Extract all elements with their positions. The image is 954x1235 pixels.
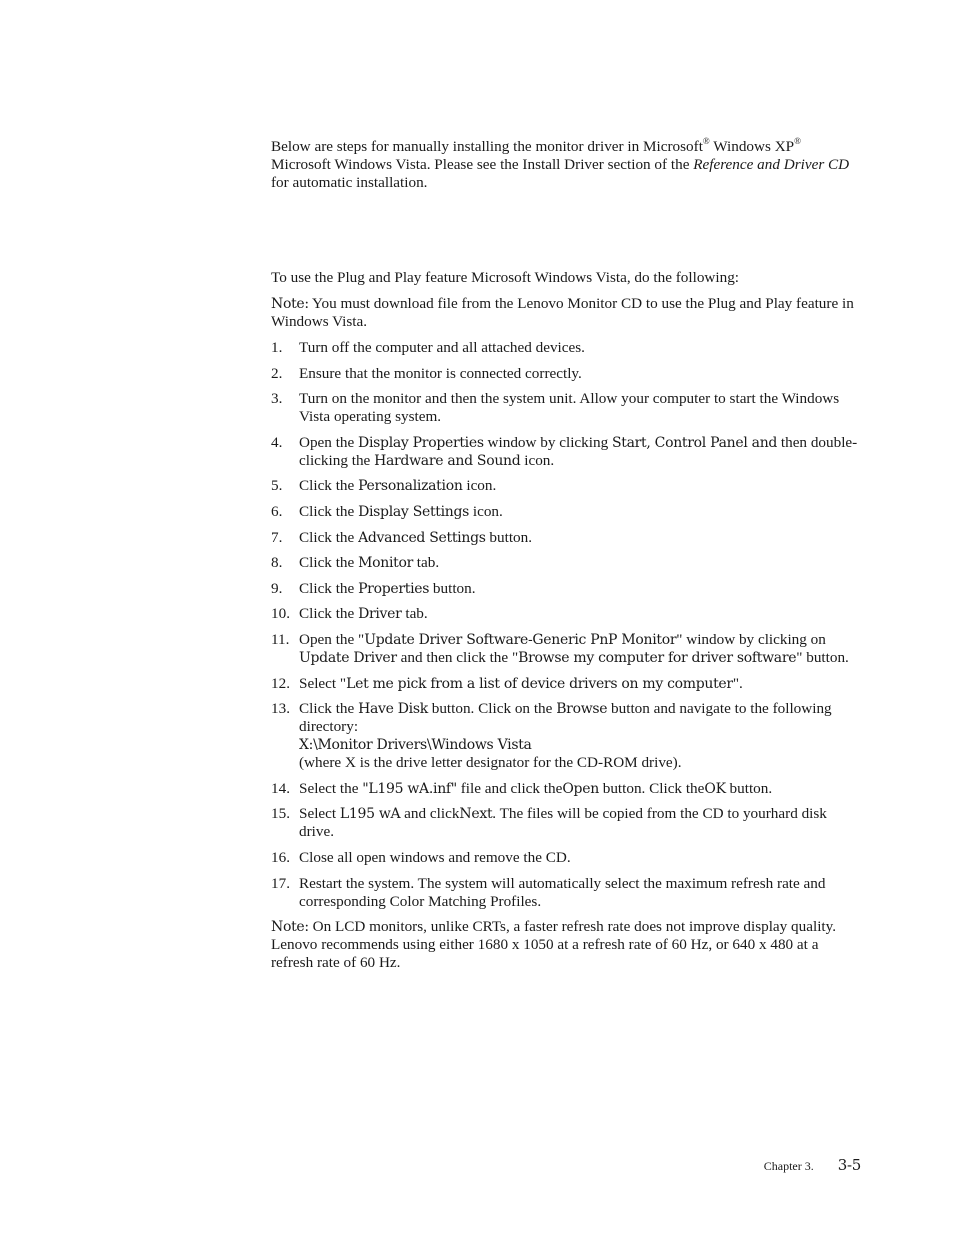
step-item <box>271 875 861 911</box>
step-text: Click the <box>299 554 359 572</box>
note-text: On LCD monitors, unlike CRTs, a faster refresh rate does not improve display quality. Lenovo recommends using either 1680 x 1050 at a refresh rate of 60 Hz, or 640 x 480 at a refresh rate of 60 Hz. <box>271 918 837 972</box>
step-number: 10. <box>271 605 290 623</box>
intro-paragraph <box>271 135 861 192</box>
step-text: . The files will be copied from the CD to yourhard disk drive. <box>299 805 827 841</box>
step-text: icon. <box>462 477 497 495</box>
step-number: 7. <box>271 528 283 546</box>
step-item <box>271 580 861 598</box>
step-text: Click the <box>299 605 359 623</box>
step-text: " button. <box>796 648 849 666</box>
step-text: button. <box>485 528 533 546</box>
step-text: Turn off the computer and all attached devices. <box>299 339 585 356</box>
step-item <box>271 529 861 547</box>
step-item <box>271 339 861 357</box>
ui-term: Next <box>459 806 493 823</box>
ui-term: Update Driver <box>299 649 397 666</box>
step-text: button and navigate to the following directory: <box>299 700 832 736</box>
step-number: 14. <box>271 779 290 797</box>
step-text: Select " <box>299 674 347 692</box>
lead-paragraph: To use the Plug and Play feature Microsoft Windows Vista, do the following: <box>271 269 740 286</box>
ui-term: Browse <box>556 701 608 718</box>
step-text: tab. <box>401 605 428 623</box>
step-item <box>271 554 861 572</box>
ui-term: Properties <box>358 580 430 597</box>
chapter-label: Chapter 3. <box>763 1159 814 1173</box>
step-item <box>271 849 861 867</box>
ui-term: L195 wA <box>339 806 401 823</box>
note-text: You must download file from the Lenovo Monitor CD to use the Plug and Play feature in Windows Vista. <box>271 295 854 330</box>
step-item <box>271 390 861 426</box>
note-label: Note: <box>271 296 309 312</box>
intro-text: Microsoft Windows Vista. Please see the Install Driver section of the <box>271 156 694 173</box>
step-number: 12. <box>271 674 290 692</box>
step-text: ". <box>732 674 743 692</box>
step-number: 13. <box>271 700 290 718</box>
step-text: button. Click the <box>598 779 705 797</box>
step-text: Click the <box>299 477 359 495</box>
step-text: Click the <box>299 579 359 597</box>
step-text: Open the " <box>299 630 365 648</box>
ui-term: Personalization <box>358 478 463 495</box>
page-body <box>271 135 861 972</box>
page-footer <box>764 1156 861 1175</box>
reference-cd-title: Reference and Driver CD <box>693 156 850 173</box>
step-text: Select <box>299 805 340 823</box>
step-item <box>271 780 861 798</box>
registered-mark: ® <box>702 135 710 146</box>
intro-text: Windows XP <box>709 138 795 155</box>
ui-term: Advanced Settings <box>358 529 486 546</box>
step-number: 3. <box>271 390 283 408</box>
step-item <box>271 503 861 521</box>
step-number: 4. <box>271 433 283 451</box>
step-item <box>271 675 861 693</box>
step-item <box>271 477 861 495</box>
step-text: button. <box>725 779 773 797</box>
page-number: 3-5 <box>837 1156 861 1174</box>
step-number: 17. <box>271 874 290 892</box>
step-text: Restart the system. The system will automatically select the maximum refresh rate and corresponding Color Matching Profiles. <box>299 874 826 910</box>
step-item <box>271 631 861 667</box>
ui-term: Open <box>562 780 599 797</box>
step-text: button. <box>429 579 476 597</box>
directory-path: X:\Monitor Drivers\Windows Vista <box>299 737 532 754</box>
step-text: and then click the " <box>396 648 519 666</box>
step-text: then double-clicking the <box>299 433 858 469</box>
step-number: 6. <box>271 502 283 520</box>
step-text: " window by clicking on <box>676 630 826 648</box>
step-text: icon. <box>469 502 503 520</box>
ui-term: Monitor <box>358 555 413 572</box>
step-text: Click the <box>299 502 359 520</box>
step-number: 2. <box>271 364 283 382</box>
step-item <box>271 365 861 383</box>
step-number: 15. <box>271 805 290 823</box>
ui-term: Let me pick from a list of device drivers on my computer <box>346 675 733 692</box>
step-text: and click <box>400 805 460 823</box>
ui-term: Have Disk <box>358 701 428 718</box>
step-number: 5. <box>271 477 283 495</box>
step-text: (where X is the drive letter designator for the CD-ROM drive). <box>299 754 682 772</box>
note-label: Note: <box>271 919 309 936</box>
step-text: tab. <box>412 554 440 572</box>
step-text: Open the <box>299 433 359 451</box>
ui-term: Update Driver Software-Generic PnP Monitor <box>364 631 677 648</box>
step-number: 1. <box>271 339 283 356</box>
step-number: 9. <box>271 579 283 597</box>
ui-term: OK <box>704 780 726 797</box>
step-text: Turn on the monitor and then the system unit. Allow your computer to start the Windows Vista operating system. <box>299 390 840 426</box>
step-item <box>271 700 861 772</box>
step-item <box>271 805 861 841</box>
registered-mark: ® <box>794 135 801 146</box>
step-text: Click the <box>299 700 359 718</box>
step-number: 16. <box>271 848 290 866</box>
step-text: window by clicking <box>483 433 612 451</box>
final-note-paragraph <box>271 918 861 972</box>
step-text: Click the <box>299 528 359 546</box>
ui-term: Start, Control Panel and <box>611 434 778 451</box>
intro-text: for automatic installation. <box>271 174 428 191</box>
intro-text: Below are steps for manually installing the monitor driver in Microsoft <box>271 138 703 155</box>
step-text: Select the <box>299 779 363 797</box>
step-text: file and click the <box>456 779 563 797</box>
ui-term: Driver <box>358 606 402 623</box>
step-text: Ensure that the monitor is connected correctly. <box>299 364 582 382</box>
ui-term: Browse my computer for driver software <box>518 649 797 666</box>
step-item <box>271 434 861 470</box>
step-item <box>271 605 861 623</box>
steps-list <box>271 339 861 911</box>
step-text: icon. <box>520 451 555 469</box>
ui-term: Display Settings <box>358 503 470 520</box>
step-number: 11. <box>271 630 290 648</box>
step-text: button. Click on the <box>427 700 557 718</box>
step-number: 8. <box>271 554 283 572</box>
step-text: Close all open windows and remove the CD. <box>299 848 571 866</box>
ui-term: Hardware and Sound <box>374 452 521 469</box>
ui-term: "L195 wA.inf" <box>362 780 457 797</box>
note-paragraph <box>271 295 861 331</box>
ui-term: Display Properties <box>358 434 484 451</box>
